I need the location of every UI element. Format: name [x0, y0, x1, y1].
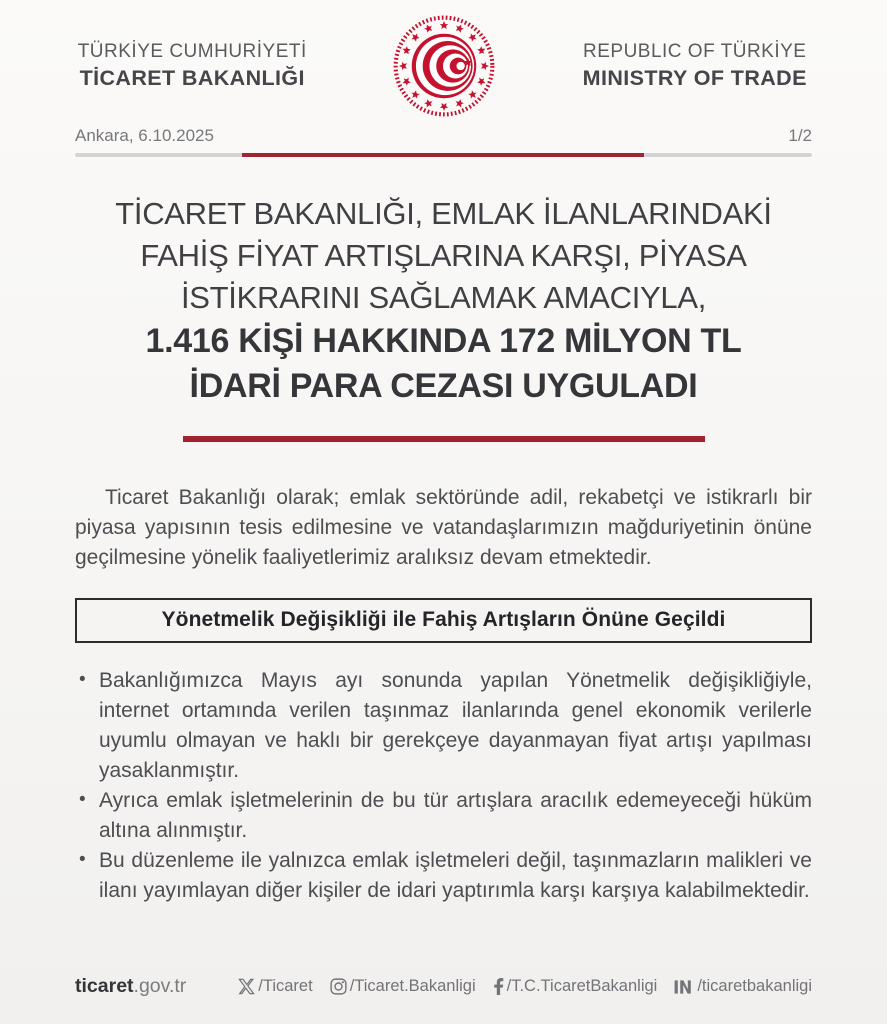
social-link-instagram[interactable] [330, 977, 476, 996]
bullet-dot-icon: • [79, 849, 86, 870]
section-title-box [75, 598, 812, 643]
social-link-nsosyal[interactable] [674, 977, 812, 996]
website-url[interactable] [75, 975, 186, 998]
instagram-icon [330, 978, 347, 995]
org-title-english-line1: REPUBLIC OF TÜRKİYE [583, 41, 807, 62]
footer [0, 975, 887, 1024]
nsosyal-icon [674, 979, 694, 995]
social-handle: /Ticaret.Bakanligi [349, 977, 476, 995]
section-title: Yönetmelik Değişikliği ile Fahiş Artışların Önüne Geçildi [161, 608, 726, 631]
org-title-english-line2: MINISTRY OF TRADE [582, 66, 807, 90]
headline [0, 193, 887, 409]
headline-line-4: 1.416 KİŞİ HAKKINDA 172 MİLYON TL [145, 322, 742, 360]
org-title-english [503, 41, 887, 91]
bullet-text: Bakanlığımızca Mayıs ayı sonunda yapılan Yönetmelik değişikliğiyle, internet ortamında verilen taşınmaz ilanlarında genel ekonomik verilerle uyumlu olmayan ve haklı bir gerekçeye dayanmayan fiyat artışı yapılması yasaklanmıştır. [99, 669, 812, 782]
website-rest-part: .gov.tr [133, 975, 187, 997]
headline-line-5: İDARİ PARA CEZASI UYGULADI [189, 367, 698, 405]
bullet-dot-icon: • [79, 789, 86, 810]
divider-gray-left [75, 153, 242, 157]
divider-red-center [242, 153, 644, 157]
bullet-text: Bu düzenleme ile yalnızca emlak işletmeleri değil, taşınmazların malikleri ve ilanı yayımlayan diğer kişiler de idari yaptırımla karşı karşıya kalabilmektedir. [99, 849, 812, 902]
bullet-dot-icon: • [79, 669, 86, 690]
org-title-turkish [0, 41, 385, 91]
facebook-icon [493, 978, 504, 995]
bullet-item [75, 666, 812, 786]
social-handle: /ticaretbakanligi [697, 977, 812, 995]
bullet-list [75, 666, 812, 906]
social-link-facebook[interactable] [493, 977, 658, 996]
bullet-text: Ayrıca emlak işletmelerinin de bu tür artışlara aracılık edemeyeceği hüküm altına alınmıştır. [99, 789, 812, 842]
org-title-turkish-line1: TÜRKİYE CUMHURİYETİ [77, 41, 307, 62]
social-link-x[interactable] [238, 977, 312, 996]
headline-line-2: FAHİŞ FİYAT ARTIŞLARINA KARŞI, PİYASA [140, 238, 747, 273]
page-indicator: 1/2 [788, 126, 812, 145]
social-handle: /T.C.TicaretBakanligi [506, 977, 658, 995]
header [0, 14, 887, 118]
meta-row [75, 126, 812, 146]
header-divider [75, 153, 812, 157]
divider-gray-right [644, 153, 812, 157]
bullet-item [75, 846, 812, 906]
headline-line-3: İSTİKRARINI SAĞLAMAK AMACIYLA, [180, 280, 707, 315]
x-icon [238, 978, 255, 995]
date-text: Ankara, 6.10.2025 [75, 126, 214, 145]
social-handle: /Ticaret [258, 977, 313, 995]
org-title-turkish-line2: TİCARET BAKANLIĞI [79, 66, 305, 90]
intro-paragraph: Ticaret Bakanlığı olarak; emlak sektöründe adil, rekabetçi ve istikrarlı bir piyasa yapısının tesis edilmesine ve vatandaşlarımızın mağduriyetinin önüne geçilmesine yönelik faaliyetlerimiz aralıksız devam etmektedir. [75, 486, 812, 569]
bullet-item [75, 786, 812, 846]
headline-underline-rule [183, 436, 705, 442]
ministry-logo-icon [385, 14, 503, 118]
social-links [238, 977, 812, 996]
headline-line-1: TİCARET BAKANLIĞI, EMLAK İLANLARINDAKİ [115, 196, 772, 231]
website-bold-part: ticaret [75, 975, 134, 997]
